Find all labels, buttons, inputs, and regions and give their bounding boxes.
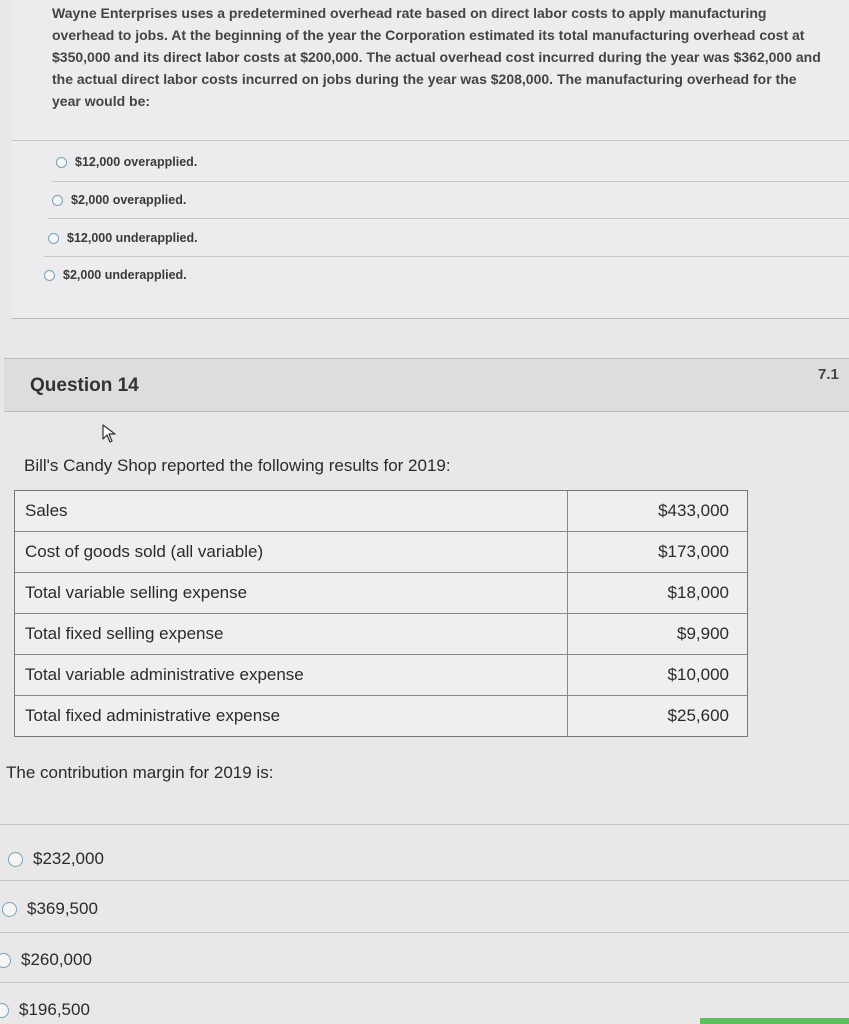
q13-option-2[interactable] bbox=[52, 193, 186, 207]
results-table bbox=[14, 490, 748, 737]
row-value: $25,600 bbox=[667, 706, 729, 725]
divider bbox=[0, 982, 849, 983]
q13-option-1-label: $12,000 overapplied. bbox=[75, 155, 198, 169]
row-value: $10,000 bbox=[667, 665, 729, 684]
divider bbox=[52, 181, 849, 182]
mouse-pointer-icon bbox=[102, 424, 118, 444]
points-value: 7.1 bbox=[818, 366, 839, 383]
row-label: Total fixed administrative expense bbox=[15, 696, 568, 736]
row-label: Total variable selling expense bbox=[15, 573, 568, 613]
row-label: Sales bbox=[15, 491, 568, 531]
question-14-prompt: The contribution margin for 2019 is: bbox=[6, 763, 274, 782]
table-row bbox=[15, 655, 747, 696]
table-row bbox=[15, 491, 747, 532]
row-value: $9,900 bbox=[677, 624, 729, 643]
q13-option-2-label: $2,000 overapplied. bbox=[71, 193, 187, 207]
radio-button-icon[interactable] bbox=[8, 852, 23, 867]
radio-button-icon[interactable] bbox=[44, 270, 55, 281]
divider bbox=[0, 880, 849, 881]
progress-strip bbox=[700, 1018, 849, 1024]
divider bbox=[44, 256, 849, 257]
question-14-intro: Bill's Candy Shop reported the following results for 2019: bbox=[24, 456, 451, 475]
question-13-panel bbox=[12, 0, 849, 319]
question-14-title: Question 14 bbox=[30, 375, 139, 396]
radio-button-icon[interactable] bbox=[0, 953, 11, 968]
divider bbox=[0, 932, 849, 933]
q13-option-3-label: $12,000 underapplied. bbox=[67, 231, 198, 245]
q14-option-2-label: $369,500 bbox=[27, 899, 98, 918]
q14-option-1-label: $232,000 bbox=[33, 849, 104, 868]
row-label: Total fixed selling expense bbox=[15, 614, 568, 654]
radio-button-icon[interactable] bbox=[52, 195, 63, 206]
table-row bbox=[15, 696, 747, 736]
table-row bbox=[15, 573, 747, 614]
table-row bbox=[15, 614, 747, 655]
q13-option-1[interactable] bbox=[56, 155, 197, 169]
divider bbox=[12, 140, 849, 141]
row-value: $173,000 bbox=[658, 542, 729, 561]
question-13-text: Wayne Enterprises uses a predetermined overhead rate based on direct labor costs to apply manufacturing overhead to jobs. At the beginning of the year the Corporation estimated its total manufacturing overhead cost at $350,000 and its direct labor costs at $200,000. The actual overhead cost incurred during the year was $362,000 and the actual direct labor costs incurred on jobs during the year was $208,000. The manufacturing overhead for the year would be: bbox=[52, 5, 821, 109]
question-14-header bbox=[4, 358, 849, 412]
radio-button-icon[interactable] bbox=[56, 157, 67, 168]
q13-option-3[interactable] bbox=[48, 231, 198, 245]
q13-option-4-label: $2,000 underapplied. bbox=[63, 268, 187, 282]
row-value: $433,000 bbox=[658, 501, 729, 520]
q14-option-3-label: $260,000 bbox=[21, 950, 92, 969]
q14-option-4-label: $196,500 bbox=[19, 1000, 90, 1019]
radio-button-icon[interactable] bbox=[48, 233, 59, 244]
q14-option-4[interactable] bbox=[0, 1000, 90, 1020]
row-value: $18,000 bbox=[667, 583, 729, 602]
q13-option-4[interactable] bbox=[44, 268, 187, 282]
q14-option-3[interactable] bbox=[0, 950, 92, 970]
row-label: Cost of goods sold (all variable) bbox=[15, 532, 568, 572]
radio-button-icon[interactable] bbox=[0, 1003, 9, 1018]
divider bbox=[48, 218, 849, 219]
q14-option-1[interactable] bbox=[8, 849, 104, 869]
divider bbox=[0, 824, 849, 825]
q14-option-2[interactable] bbox=[2, 899, 98, 919]
row-label: Total variable administrative expense bbox=[15, 655, 568, 695]
radio-button-icon[interactable] bbox=[2, 902, 17, 917]
table-row bbox=[15, 532, 747, 573]
